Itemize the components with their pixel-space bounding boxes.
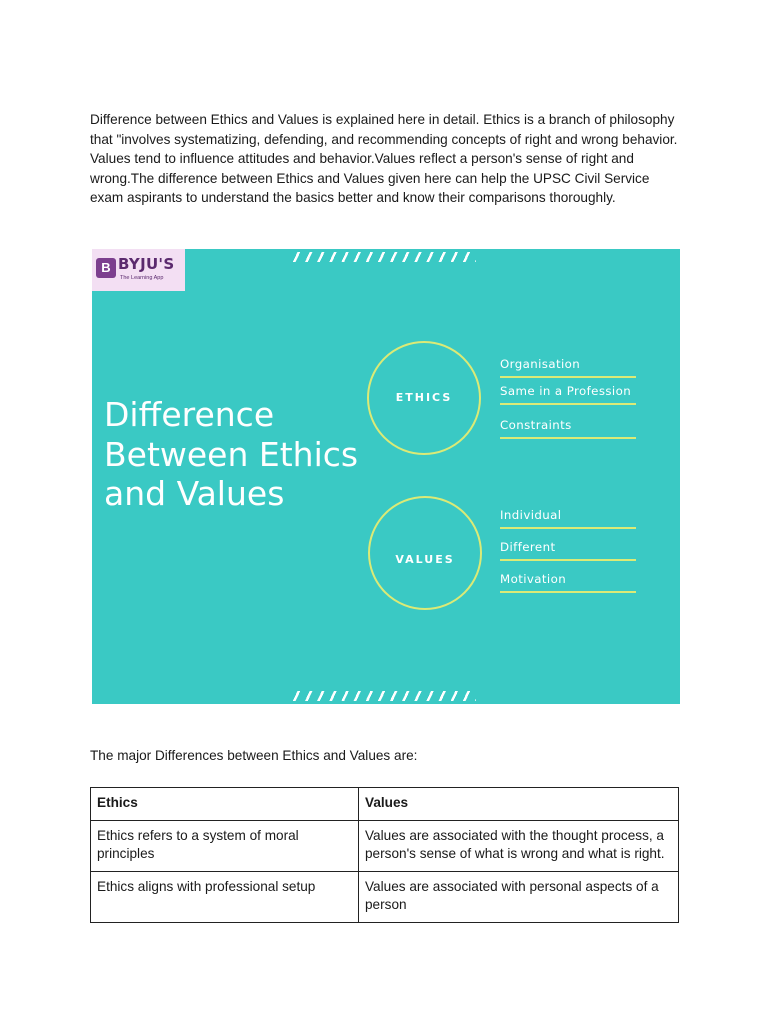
table-cell: Ethics aligns with professional setup <box>91 872 359 923</box>
logo-mark-icon: B <box>96 258 116 278</box>
ethics-keyword: Constraints <box>500 417 636 439</box>
values-keyword: Individual <box>500 507 636 529</box>
logo-name: BYJU'S <box>118 255 175 273</box>
hatch-decoration-top <box>292 252 476 262</box>
table-row <box>91 872 679 923</box>
hatch-decoration-bottom <box>292 691 476 701</box>
logo-tagline: The Learning App <box>120 275 164 281</box>
table-cell: Ethics refers to a system of moral principles <box>91 821 359 872</box>
intro-paragraph: Difference between Ethics and Values is explained here in detail. Ethics is a branch of philosophy that "involves systematizing, defending, and recommending concepts of right and wrong behavior. Values tend to influence attitudes and behavior.Values reflect a person's sense of right and wrong.The difference between Ethics and Values given here can help the UPSC Civil Service exam aspirants to understand the basics better and know their comparisons thoroughly. <box>90 112 678 205</box>
ethics-label: ETHICS <box>395 391 453 404</box>
table-header-ethics: Ethics <box>91 788 359 821</box>
ethics-circle <box>367 341 481 455</box>
differences-table <box>90 787 679 923</box>
table-cell: Values are associated with the thought process, a person's sense of what is wrong and what is right. <box>359 821 679 872</box>
ethics-keyword: Organisation <box>500 356 636 378</box>
table-header-row <box>91 788 679 821</box>
byjus-logo <box>92 249 185 291</box>
table-header-values: Values <box>359 788 679 821</box>
values-keyword: Motivation <box>500 571 636 593</box>
infographic-banner <box>92 249 680 704</box>
values-circle <box>368 496 482 610</box>
ethics-keyword: Same in a Profession <box>500 383 636 405</box>
table-cell: Values are associated with personal aspects of a person <box>359 872 679 923</box>
values-keyword: Different <box>500 539 636 561</box>
differences-subheading: The major Differences between Ethics and Values are: <box>90 748 418 763</box>
table-row <box>91 821 679 872</box>
values-label: VALUES <box>395 553 455 566</box>
banner-headline: Difference Between Ethics and Values <box>104 395 359 513</box>
